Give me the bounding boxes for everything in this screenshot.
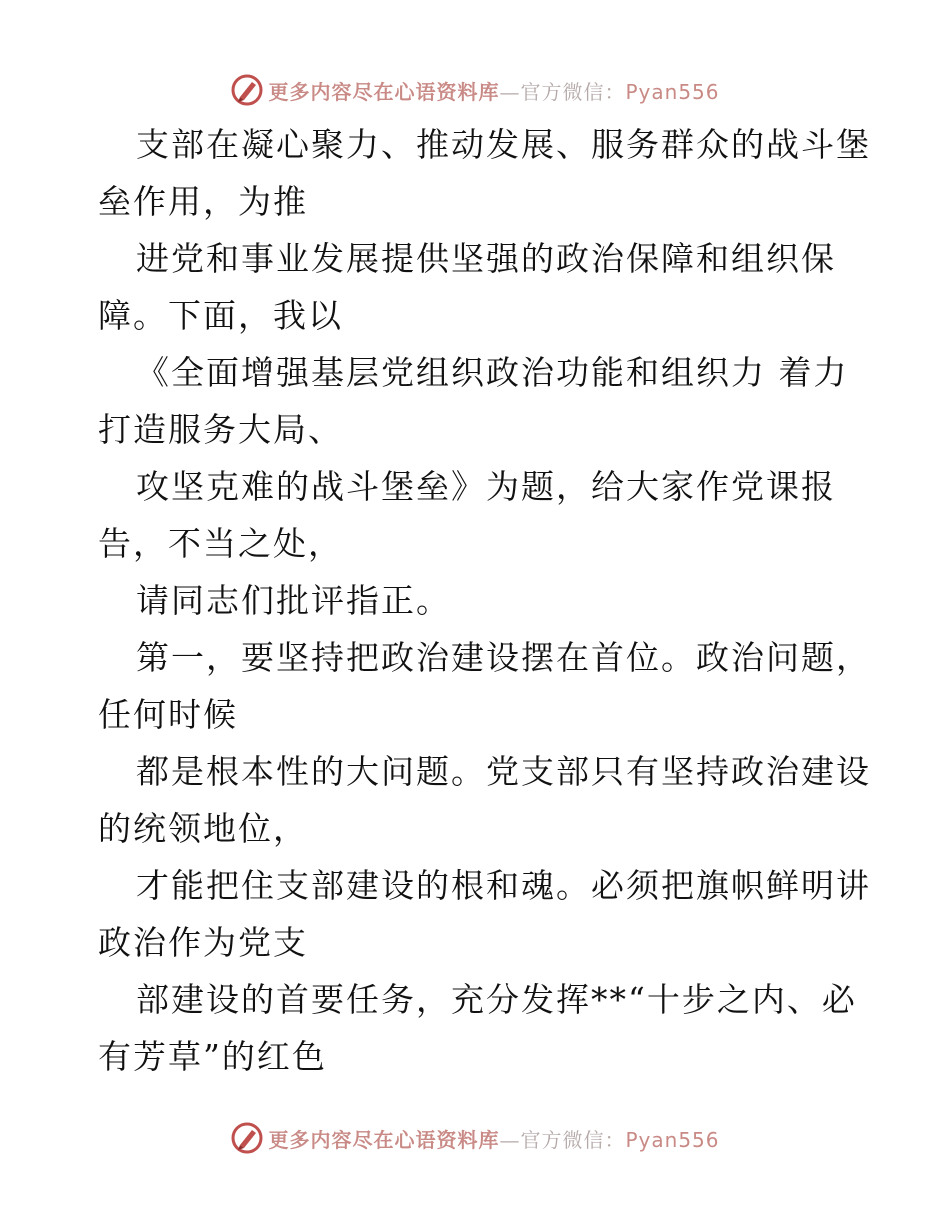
- watermark-main: 更多内容尽在心语资料库: [268, 1127, 500, 1152]
- text-line: 有芳草”的红色: [98, 1037, 327, 1076]
- watermark-id: Pyan556: [625, 79, 720, 104]
- watermark-id: Pyan556: [625, 1127, 720, 1152]
- text-line: 的统领地位，: [98, 809, 308, 848]
- text-line: 都是根本性的大问题。党支部只有坚持政治建设: [136, 752, 871, 791]
- pen-logo-icon: [230, 73, 264, 107]
- text-line: 支部在凝心聚力、推动发展、服务群众的战斗堡: [136, 125, 871, 164]
- text-line: 《全面增强基层党组织政治功能和组织力 着力: [136, 353, 849, 392]
- text-line: 政治作为党支: [98, 923, 308, 962]
- text-line: 攻坚克难的战斗堡垒》为题，给大家作党课报: [136, 467, 836, 506]
- text-line: 才能把住支部建设的根和魂。必须把旗帜鲜明讲: [136, 866, 871, 905]
- header-watermark: [0, 70, 950, 110]
- text-line: 告，不当之处，: [98, 524, 343, 563]
- text-line: 任何时候: [98, 695, 238, 734]
- watermark-text: [268, 76, 719, 105]
- text-line: 垒作用，为推: [98, 182, 308, 221]
- text-line: 打造服务大局、: [98, 410, 343, 449]
- text-line: 请同志们批评指正。: [136, 581, 451, 620]
- text-line: 第一，要坚持把政治建设摆在首位。政治问题，: [136, 638, 871, 677]
- watermark-dash: —: [499, 1127, 521, 1152]
- text-line: 部建设的首要任务，充分发挥**“十步之内、必: [136, 980, 857, 1019]
- pen-logo-icon: [230, 1121, 264, 1155]
- footer-watermark: [0, 1118, 950, 1158]
- watermark-label: 官方微信：: [520, 79, 626, 104]
- watermark-dash: —: [499, 79, 521, 104]
- text-line: 障。下面，我以: [98, 296, 343, 335]
- text-line: 进党和事业发展提供坚强的政治保障和组织保: [136, 239, 836, 278]
- watermark-main: 更多内容尽在心语资料库: [268, 79, 500, 104]
- watermark-label: 官方微信：: [520, 1127, 626, 1152]
- document-body: [98, 116, 871, 1085]
- watermark-text: [268, 1124, 719, 1153]
